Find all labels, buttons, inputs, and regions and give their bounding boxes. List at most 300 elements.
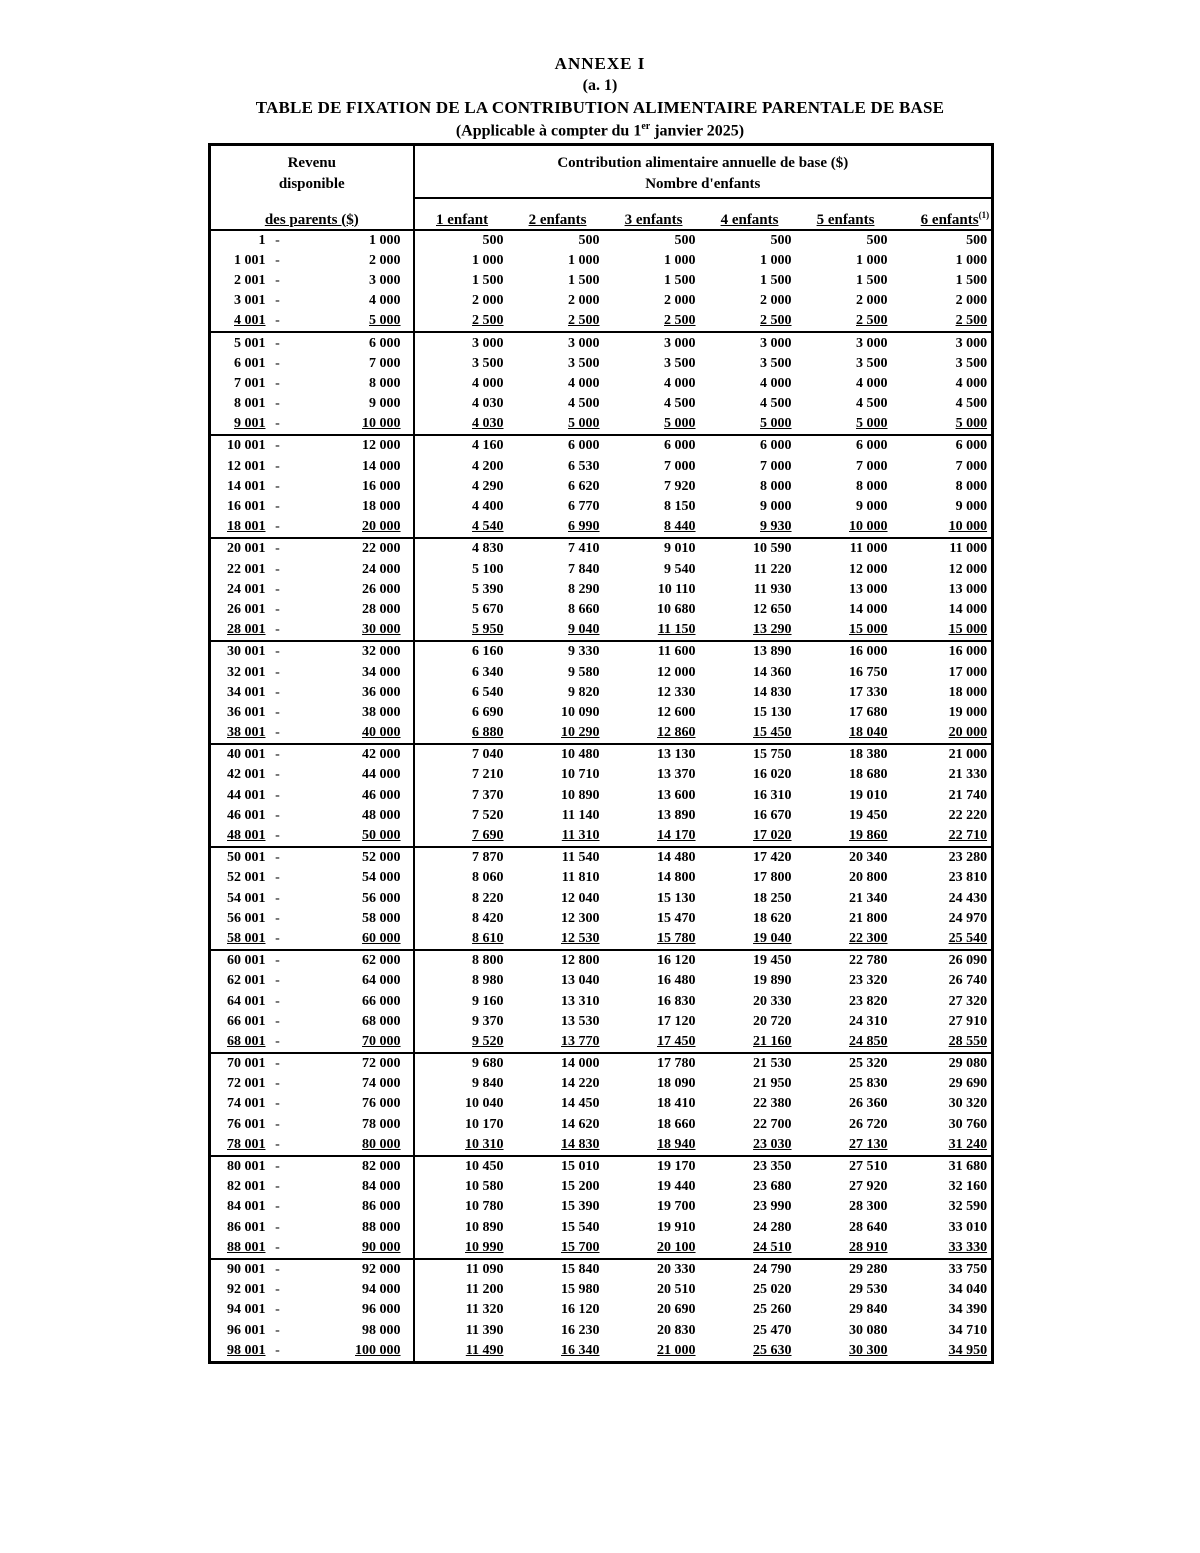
contribution-6-children bbox=[894, 457, 993, 477]
income-from bbox=[210, 332, 268, 353]
contribution-3-children-text: 20 330 bbox=[657, 1261, 696, 1277]
contribution-2-children bbox=[510, 311, 606, 332]
range-dash: - bbox=[275, 644, 280, 660]
table-row bbox=[210, 1032, 993, 1053]
range-dash: - bbox=[275, 1159, 280, 1175]
range-dash: - bbox=[275, 375, 280, 391]
contribution-5-children bbox=[798, 806, 894, 826]
contribution-5-children bbox=[798, 1197, 894, 1217]
contribution-5-children-text: 18 040 bbox=[849, 725, 888, 741]
range-dash: - bbox=[275, 499, 280, 515]
income-from-text: 52 001 bbox=[227, 870, 266, 886]
contribution-5-children-text: 18 680 bbox=[849, 767, 888, 783]
income-from-text: 98 001 bbox=[227, 1342, 266, 1358]
income-from-text: 1 001 bbox=[234, 252, 266, 268]
contribution-6-children bbox=[894, 251, 993, 271]
contribution-4-children bbox=[702, 683, 798, 703]
contribution-1-children bbox=[414, 1053, 510, 1074]
contribution-5-children-text: 29 530 bbox=[849, 1282, 888, 1298]
table-row bbox=[210, 311, 993, 332]
income-to-text: 32 000 bbox=[362, 644, 401, 660]
table-row bbox=[210, 765, 993, 785]
income-to-text: 72 000 bbox=[362, 1056, 401, 1072]
table-row bbox=[210, 1320, 993, 1340]
range-dash: - bbox=[275, 396, 280, 412]
income-from-text: 40 001 bbox=[227, 747, 266, 763]
contribution-2-children bbox=[510, 1115, 606, 1135]
contribution-1-children bbox=[414, 1074, 510, 1094]
contribution-2-children bbox=[510, 1177, 606, 1197]
contribution-2-children-text: 13 530 bbox=[561, 1013, 600, 1029]
contribution-5-children-text: 11 000 bbox=[849, 541, 888, 557]
contribution-3-children bbox=[606, 1259, 702, 1280]
contribution-5-children bbox=[798, 251, 894, 271]
table-row bbox=[210, 1259, 993, 1280]
contribution-4-children bbox=[702, 374, 798, 394]
income-to bbox=[288, 744, 414, 765]
income-to bbox=[288, 311, 414, 332]
contribution-6-children bbox=[894, 991, 993, 1011]
contribution-1-children bbox=[414, 1218, 510, 1238]
contribution-2-children-text: 14 000 bbox=[561, 1056, 600, 1072]
income-from-text: 60 001 bbox=[227, 953, 266, 969]
range-dash: - bbox=[275, 787, 280, 803]
income-to bbox=[288, 538, 414, 559]
contribution-5-children-text: 14 000 bbox=[849, 601, 888, 617]
contribution-3-children-text: 21 000 bbox=[657, 1342, 696, 1358]
contribution-1-children bbox=[414, 765, 510, 785]
contribution-1-children-text: 6 340 bbox=[472, 664, 504, 680]
range-dash: - bbox=[275, 910, 280, 926]
contribution-2-children bbox=[510, 1135, 606, 1156]
contribution-2-children-text: 2 000 bbox=[568, 293, 600, 309]
contribution-2-children-text: 16 340 bbox=[561, 1342, 600, 1358]
contribution-4-children-text: 16 310 bbox=[753, 787, 792, 803]
range-dash: - bbox=[275, 1116, 280, 1132]
contribution-5-children bbox=[798, 1012, 894, 1032]
income-from bbox=[210, 1115, 268, 1135]
contribution-3-children bbox=[606, 1094, 702, 1114]
table-row bbox=[210, 971, 993, 991]
contribution-5-children bbox=[798, 909, 894, 929]
contribution-6-children-text: 11 000 bbox=[949, 541, 988, 557]
applicable-prefix: (Applicable à compter du 1 bbox=[455, 122, 642, 140]
income-to bbox=[288, 662, 414, 682]
income-to bbox=[288, 786, 414, 806]
income-from bbox=[210, 1053, 268, 1074]
contribution-3-children-text: 19 910 bbox=[657, 1219, 696, 1235]
contribution-5-children-text: 8 000 bbox=[856, 478, 888, 494]
range-dash: - bbox=[275, 973, 280, 989]
contribution-3-children bbox=[606, 744, 702, 765]
column-header-2-text: 2 enfants bbox=[528, 211, 587, 228]
contribution-5-children-text: 23 320 bbox=[849, 973, 888, 989]
contribution-4-children-text: 19 040 bbox=[753, 930, 792, 946]
contribution-3-children-text: 10 680 bbox=[657, 601, 696, 617]
contribution-4-children-text: 15 450 bbox=[753, 725, 792, 741]
contribution-1-children-text: 9 160 bbox=[472, 993, 504, 1009]
income-to bbox=[288, 620, 414, 641]
contribution-2-children bbox=[510, 394, 606, 414]
contribution-6-children bbox=[894, 1259, 993, 1280]
contribution-4-children-text: 22 700 bbox=[753, 1116, 792, 1132]
contribution-2-children-text: 14 450 bbox=[561, 1096, 600, 1112]
contribution-6-children-text: 34 950 bbox=[948, 1342, 988, 1358]
income-to-text: 88 000 bbox=[362, 1219, 401, 1235]
contribution-5-children-text: 1 000 bbox=[856, 252, 888, 268]
income-to bbox=[288, 1218, 414, 1238]
income-from bbox=[210, 1341, 268, 1363]
contribution-4-children bbox=[702, 517, 798, 538]
range-dash: - bbox=[275, 561, 280, 577]
contribution-5-children bbox=[798, 826, 894, 847]
income-to-text: 14 000 bbox=[362, 458, 401, 474]
income-from-text: 2 001 bbox=[234, 272, 266, 288]
contribution-6-children bbox=[894, 786, 993, 806]
contribution-2-children bbox=[510, 1218, 606, 1238]
contribution-2-children-text: 11 310 bbox=[561, 828, 600, 844]
contribution-4-children-text: 3 000 bbox=[760, 335, 792, 351]
contribution-4-children-text: 16 020 bbox=[753, 767, 792, 783]
contribution-6-children-text: 3 500 bbox=[955, 355, 988, 371]
income-to-text: 80 000 bbox=[362, 1136, 401, 1152]
contribution-4-children bbox=[702, 744, 798, 765]
column-header-4 bbox=[702, 198, 798, 230]
contribution-5-children bbox=[798, 580, 894, 600]
contribution-6-children bbox=[894, 560, 993, 580]
income-from bbox=[210, 1177, 268, 1197]
contribution-1-children-text: 3 500 bbox=[472, 355, 504, 371]
contribution-1-children bbox=[414, 560, 510, 580]
range-dash: - bbox=[275, 1261, 280, 1277]
contribution-5-children bbox=[798, 950, 894, 971]
contribution-3-children-text: 13 370 bbox=[657, 767, 696, 783]
contribution-5-children-text: 23 820 bbox=[849, 993, 888, 1009]
contribution-4-children-text: 5 000 bbox=[760, 416, 792, 432]
income-to-text: 7 000 bbox=[369, 355, 401, 371]
income-to bbox=[288, 435, 414, 456]
income-from-text: 62 001 bbox=[227, 973, 266, 989]
contribution-3-children bbox=[606, 1238, 702, 1259]
contribution-1-children bbox=[414, 251, 510, 271]
contribution-2-children-text: 10 710 bbox=[561, 767, 600, 783]
contribution-6-children-text: 10 000 bbox=[948, 519, 988, 535]
contribution-3-children-text: 12 330 bbox=[657, 684, 696, 700]
contribution-6-children-text: 2 500 bbox=[955, 313, 988, 329]
contribution-6-children-text: 31 680 bbox=[948, 1159, 988, 1175]
income-from bbox=[210, 1320, 268, 1340]
contribution-3-children bbox=[606, 723, 702, 744]
contribution-6-children-text: 8 000 bbox=[955, 478, 988, 494]
contribution-3-children bbox=[606, 1074, 702, 1094]
income-to bbox=[288, 477, 414, 497]
contribution-3-children bbox=[606, 1012, 702, 1032]
income-from-text: 66 001 bbox=[227, 1013, 266, 1029]
contribution-4-children bbox=[702, 1197, 798, 1217]
income-to-text: 84 000 bbox=[362, 1179, 401, 1195]
contribution-3-children-text: 19 170 bbox=[657, 1159, 696, 1175]
contribution-2-children bbox=[510, 806, 606, 826]
contribution-2-children bbox=[510, 477, 606, 497]
column-header-1 bbox=[414, 198, 510, 230]
contribution-1-children bbox=[414, 1032, 510, 1053]
income-to-text: 50 000 bbox=[362, 828, 401, 844]
contribution-2-children-text: 6 620 bbox=[568, 478, 600, 494]
contribution-4-children-text: 20 720 bbox=[753, 1013, 792, 1029]
income-from-text: 96 001 bbox=[227, 1322, 266, 1338]
contribution-3-children bbox=[606, 457, 702, 477]
contribution-1-children bbox=[414, 991, 510, 1011]
income-from bbox=[210, 414, 268, 435]
contribution-5-children-text: 20 800 bbox=[849, 870, 888, 886]
table-row bbox=[210, 1238, 993, 1259]
table-row bbox=[210, 1053, 993, 1074]
contribution-1-children-text: 8 220 bbox=[472, 890, 504, 906]
contribution-5-children bbox=[798, 1156, 894, 1177]
contribution-6-children bbox=[894, 1032, 993, 1053]
table-row bbox=[210, 826, 993, 847]
column-header-3 bbox=[606, 198, 702, 230]
income-to-text: 28 000 bbox=[362, 601, 401, 617]
table-row bbox=[210, 889, 993, 909]
contribution-3-children bbox=[606, 971, 702, 991]
contribution-1-children-text: 9 680 bbox=[472, 1056, 504, 1072]
column-header-4-text: 4 enfants bbox=[720, 211, 779, 228]
range-dash: - bbox=[275, 355, 280, 371]
range-dash: - bbox=[275, 1219, 280, 1235]
contribution-4-children-text: 11 930 bbox=[753, 581, 792, 597]
contribution-3-children bbox=[606, 1197, 702, 1217]
contribution-6-children bbox=[894, 435, 993, 456]
contribution-4-children-text: 1 500 bbox=[760, 272, 792, 288]
income-from-text: 7 001 bbox=[234, 375, 266, 391]
income-to bbox=[288, 909, 414, 929]
table-row bbox=[210, 806, 993, 826]
contribution-1-children bbox=[414, 971, 510, 991]
contribution-2-children bbox=[510, 641, 606, 662]
contribution-6-children-text: 21 000 bbox=[948, 747, 988, 763]
range-dash: - bbox=[275, 478, 280, 494]
income-from-text: 64 001 bbox=[227, 993, 266, 1009]
contribution-2-children bbox=[510, 1053, 606, 1074]
income-to-text: 76 000 bbox=[362, 1096, 401, 1112]
table-row bbox=[210, 929, 993, 950]
contribution-2-children-text: 1 000 bbox=[568, 252, 600, 268]
contribution-3-children bbox=[606, 786, 702, 806]
revenue-header-line3-text: des parents ($) bbox=[264, 211, 359, 228]
contribution-2-children-text: 6 990 bbox=[568, 519, 600, 535]
income-to-text: 40 000 bbox=[362, 725, 401, 741]
contribution-2-children-text: 7 840 bbox=[568, 561, 600, 577]
column-header-6-note: (1) bbox=[978, 209, 990, 220]
income-from bbox=[210, 311, 268, 332]
contribution-6-children-text: 14 000 bbox=[948, 601, 988, 617]
contribution-5-children bbox=[798, 271, 894, 291]
contribution-4-children-text: 13 890 bbox=[753, 644, 792, 660]
range-dash: - bbox=[275, 232, 280, 248]
contribution-2-children bbox=[510, 662, 606, 682]
contribution-2-children bbox=[510, 230, 606, 251]
contribution-1-children-text: 500 bbox=[482, 232, 504, 248]
contribution-6-children bbox=[894, 744, 993, 765]
contribution-1-children-text: 6 160 bbox=[472, 644, 504, 660]
contribution-5-children-text: 10 000 bbox=[849, 519, 888, 535]
contribution-6-children-text: 34 710 bbox=[948, 1322, 988, 1338]
contribution-3-children-text: 20 510 bbox=[657, 1282, 696, 1298]
contribution-4-children bbox=[702, 641, 798, 662]
contribution-1-children-text: 7 520 bbox=[472, 807, 504, 823]
income-to-text: 3 000 bbox=[369, 272, 401, 288]
contribution-5-children-text: 22 300 bbox=[849, 930, 888, 946]
income-from-text: 78 001 bbox=[227, 1136, 266, 1152]
contribution-2-children bbox=[510, 786, 606, 806]
income-from-text: 22 001 bbox=[227, 561, 266, 577]
contribution-5-children bbox=[798, 889, 894, 909]
income-from bbox=[210, 744, 268, 765]
contribution-6-children bbox=[894, 1012, 993, 1032]
contribution-2-children bbox=[510, 457, 606, 477]
contribution-2-children bbox=[510, 1032, 606, 1053]
contribution-4-children-text: 20 330 bbox=[753, 993, 792, 1009]
income-from-text: 70 001 bbox=[227, 1056, 266, 1072]
contribution-4-children bbox=[702, 251, 798, 271]
contribution-2-children bbox=[510, 1012, 606, 1032]
contribution-5-children bbox=[798, 517, 894, 538]
contribution-5-children bbox=[798, 662, 894, 682]
contribution-5-children-text: 24 310 bbox=[849, 1013, 888, 1029]
contribution-2-children bbox=[510, 971, 606, 991]
contribution-6-children-text: 33 750 bbox=[948, 1261, 988, 1277]
contribution-1-children bbox=[414, 354, 510, 374]
contribution-3-children-text: 9 010 bbox=[664, 541, 696, 557]
contribution-5-children-text: 25 320 bbox=[849, 1056, 888, 1072]
table-row bbox=[210, 291, 993, 311]
contribution-3-children-text: 12 600 bbox=[657, 704, 696, 720]
contribution-2-children-text: 15 010 bbox=[561, 1159, 600, 1175]
income-to bbox=[288, 374, 414, 394]
contribution-5-children bbox=[798, 291, 894, 311]
contribution-5-children bbox=[798, 1259, 894, 1280]
contribution-3-children-text: 18 660 bbox=[657, 1116, 696, 1132]
income-to bbox=[288, 683, 414, 703]
contribution-5-children bbox=[798, 1341, 894, 1363]
contribution-3-children bbox=[606, 950, 702, 971]
contribution-3-children-text: 12 860 bbox=[657, 725, 696, 741]
contribution-1-children bbox=[414, 1300, 510, 1320]
contribution-2-children bbox=[510, 1259, 606, 1280]
contribution-4-children-text: 2 500 bbox=[760, 313, 792, 329]
contribution-5-children bbox=[798, 538, 894, 559]
contribution-2-children-text: 4 500 bbox=[568, 396, 600, 412]
contribution-1-children bbox=[414, 477, 510, 497]
income-to bbox=[288, 723, 414, 744]
contribution-2-children-text: 9 330 bbox=[568, 644, 600, 660]
contribution-2-children bbox=[510, 1238, 606, 1259]
contribution-6-children-text: 20 000 bbox=[948, 725, 988, 741]
contribution-6-children bbox=[894, 374, 993, 394]
contribution-3-children bbox=[606, 929, 702, 950]
income-from bbox=[210, 1012, 268, 1032]
income-from bbox=[210, 971, 268, 991]
contribution-6-children bbox=[894, 1053, 993, 1074]
range-dash: - bbox=[268, 929, 288, 950]
contribution-1-children bbox=[414, 374, 510, 394]
range-dash: - bbox=[275, 272, 280, 288]
contribution-2-children-text: 1 500 bbox=[568, 272, 600, 288]
contribution-5-children bbox=[798, 435, 894, 456]
income-to-text: 44 000 bbox=[362, 767, 401, 783]
contribution-1-children-text: 1 500 bbox=[472, 272, 504, 288]
contribution-4-children-text: 14 360 bbox=[753, 664, 792, 680]
contribution-2-children-text: 12 530 bbox=[561, 930, 600, 946]
contribution-3-children bbox=[606, 806, 702, 826]
contribution-6-children bbox=[894, 847, 993, 868]
contribution-3-children bbox=[606, 847, 702, 868]
income-from-text: 92 001 bbox=[227, 1282, 266, 1298]
income-from-text: 74 001 bbox=[227, 1096, 266, 1112]
contribution-2-children-text: 6 000 bbox=[568, 438, 600, 454]
contribution-1-children-text: 7 370 bbox=[472, 787, 504, 803]
table-row bbox=[210, 847, 993, 868]
revenue-header-line3 bbox=[210, 198, 414, 230]
contribution-1-children-text: 4 000 bbox=[472, 375, 504, 391]
table-row bbox=[210, 435, 993, 456]
contribution-2-children bbox=[510, 929, 606, 950]
contribution-2-children bbox=[510, 991, 606, 1011]
table-row bbox=[210, 662, 993, 682]
contribution-5-children bbox=[798, 786, 894, 806]
income-from-text: 94 001 bbox=[227, 1302, 266, 1318]
contribution-4-children bbox=[702, 1135, 798, 1156]
contribution-3-children-text: 7 920 bbox=[664, 478, 696, 494]
contribution-2-children-text: 13 040 bbox=[561, 973, 600, 989]
contribution-5-children-text: 29 840 bbox=[849, 1302, 888, 1318]
contribution-6-children-text: 29 080 bbox=[948, 1056, 988, 1072]
contribution-2-children-text: 5 000 bbox=[568, 416, 600, 432]
income-from bbox=[210, 497, 268, 517]
contribution-6-children bbox=[894, 971, 993, 991]
contribution-3-children bbox=[606, 600, 702, 620]
table-row bbox=[210, 620, 993, 641]
children-header: Nombre d'enfants bbox=[414, 172, 993, 198]
contribution-3-children bbox=[606, 1300, 702, 1320]
income-from bbox=[210, 517, 268, 538]
income-from bbox=[210, 826, 268, 847]
contribution-1-children-text: 9 370 bbox=[472, 1013, 504, 1029]
contribution-4-children-text: 24 280 bbox=[753, 1219, 792, 1235]
income-to bbox=[288, 971, 414, 991]
contribution-6-children-text: 5 000 bbox=[955, 416, 988, 432]
contribution-4-children bbox=[702, 786, 798, 806]
income-to bbox=[288, 1135, 414, 1156]
income-from bbox=[210, 538, 268, 559]
range-dash: - bbox=[268, 1032, 288, 1053]
income-to-text: 20 000 bbox=[362, 519, 401, 535]
contribution-2-children bbox=[510, 826, 606, 847]
contribution-6-children-text: 16 000 bbox=[948, 644, 988, 660]
contribution-4-children bbox=[702, 1238, 798, 1259]
contribution-1-children-text: 2 000 bbox=[472, 293, 504, 309]
contribution-6-children bbox=[894, 1320, 993, 1340]
range-dash: - bbox=[275, 293, 280, 309]
contribution-2-children bbox=[510, 1074, 606, 1094]
income-to-text: 12 000 bbox=[362, 438, 401, 454]
income-to bbox=[288, 457, 414, 477]
income-from-text: 9 001 bbox=[234, 416, 266, 432]
income-to-text: 66 000 bbox=[362, 993, 401, 1009]
contribution-5-children-text: 19 450 bbox=[849, 807, 888, 823]
income-to bbox=[288, 1012, 414, 1032]
